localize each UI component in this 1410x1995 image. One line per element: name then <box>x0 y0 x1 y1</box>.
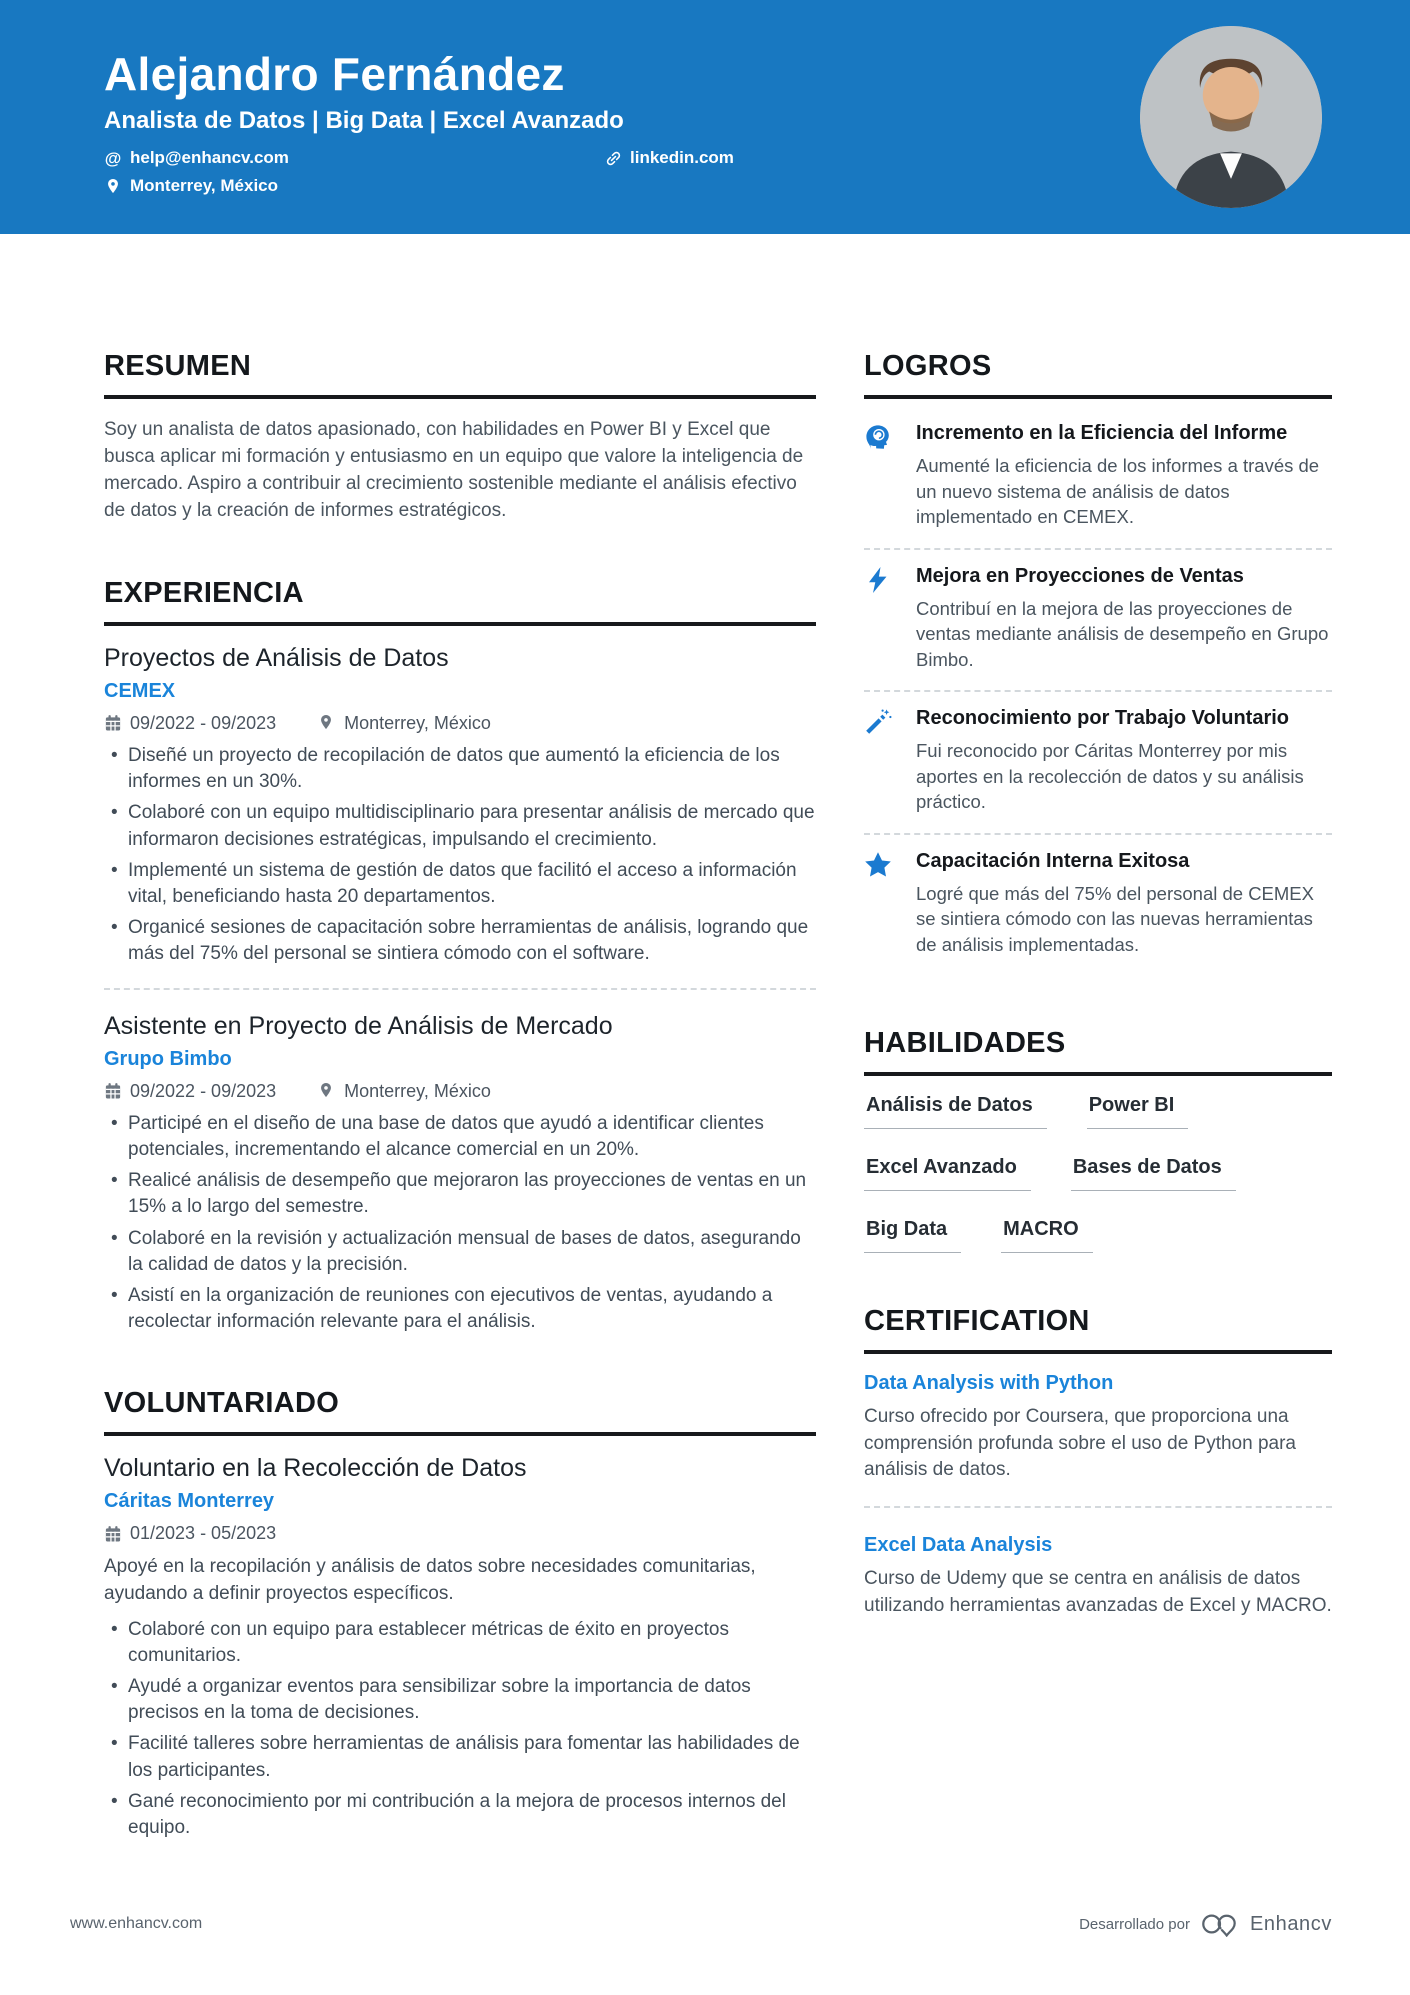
left-column <box>104 350 816 1893</box>
divider <box>864 1506 1332 1508</box>
bullet-item: • Implementé un sistema de gestión de datos que facilitó el acceso a información vital, beneficiando hasta 20 departamentos. <box>104 858 816 910</box>
achievement-title: Capacitación Interna Exitosa <box>916 849 1190 872</box>
achievement-title: Reconocimiento por Trabajo Voluntario <box>916 707 1289 730</box>
achievement-item <box>864 835 1332 976</box>
job-bullets <box>104 743 816 968</box>
volunteer-org[interactable]: Cáritas Monterrey <box>104 1490 275 1513</box>
resumen-heading: RESUMEN <box>104 350 816 399</box>
bullet-item: • Colaboré en la revisión y actualización mensual de bases de datos, asegurando la calidad de datos y la precisión. <box>104 1226 816 1278</box>
footer-credit[interactable] <box>1079 1911 1332 1937</box>
bullet-item: • Realicé análisis de desempeño que mejoraron las proyecciones de ventas en un 15% a lo largo del semestre. <box>104 1168 816 1220</box>
voluntariado-heading: VOLUNTARIADO <box>104 1387 816 1436</box>
header <box>0 0 1410 234</box>
achievement-text: Logré que más del 75% del personal de CEMEX se sintiera cómodo con las nuevas herramientas de análisis implementadas. <box>916 882 1314 955</box>
job-location: Monterrey, México <box>344 712 491 733</box>
company-name[interactable]: Grupo Bimbo <box>104 1047 232 1070</box>
certification-text: Curso de Udemy que se centra en análisis de datos utilizando herramientas avanzadas de Excel y MACRO. <box>864 1567 1332 1616</box>
footer-credit-label: Desarrollado por <box>1079 1915 1190 1933</box>
certification-title[interactable]: Excel Data Analysis <box>864 1533 1053 1556</box>
section-voluntariado <box>104 1387 816 1841</box>
experiencia-heading: EXPERIENCIA <box>104 577 816 626</box>
profile-photo <box>1140 26 1322 208</box>
enhancv-logo-icon <box>1200 1911 1240 1937</box>
certification-heading: CERTIFICATION <box>864 1305 1332 1354</box>
magic-wand-icon <box>864 706 900 815</box>
calendar-icon <box>104 1525 122 1543</box>
achievement-text: Fui reconocido por Cáritas Monterrey por mis aportes en la recolección de datos y su análisis práctico. <box>916 740 1304 813</box>
link-icon <box>604 149 622 167</box>
right-column <box>864 350 1332 1893</box>
achievement-text: Aumenté la eficiencia de los informes a través de un nuevo sistema de análisis de datos implementado en CEMEX. <box>916 455 1320 528</box>
footer-brand: Enhancv <box>1249 1912 1332 1935</box>
headline: Analista de Datos | Big Data | Excel Avanzado <box>104 107 624 135</box>
person-name: Alejandro Fernández <box>104 48 565 100</box>
calendar-icon <box>104 1082 122 1100</box>
certification-item <box>864 1372 1332 1504</box>
linkedin-link[interactable] <box>604 148 864 168</box>
certification-text: Curso ofrecido por Coursera, que proporciona una comprensión profunda sobre el uso de Python para análisis de datos. <box>864 1406 1296 1481</box>
section-experiencia <box>104 577 816 1336</box>
skill-tag: Análisis de Datos <box>864 1094 1047 1129</box>
location-text: Monterrey, México <box>130 176 279 196</box>
section-resumen <box>104 350 816 525</box>
achievement-title: Incremento en la Eficiencia del Informe <box>916 422 1288 444</box>
skills-list <box>864 1094 1332 1253</box>
at-icon: @ <box>104 148 122 168</box>
star-icon <box>864 849 900 958</box>
bullet-item: • Colaboré con un equipo multidisciplinario para presentar análisis de mercado que informaron decisiones estratégicas, impulsando el crecimiento. <box>104 800 816 852</box>
bullet-item: • Participé en el diseño de una base de datos que ayudó a identificar clientes potenciales, incrementando el alcance comercial en un 20%. <box>104 1111 816 1163</box>
company-name[interactable]: CEMEX <box>104 679 176 702</box>
logros-heading: LOGROS <box>864 350 1332 399</box>
achievement-body <box>916 706 1332 815</box>
job-dates: 09/2022 - 09/2023 <box>130 1080 277 1101</box>
linkedin-text: linkedin.com <box>630 148 734 168</box>
calendar-icon <box>104 714 122 732</box>
bullet-item: • Diseñé un proyecto de recopilación de datos que aumentó la eficiencia de los informes en un 30%. <box>104 743 816 795</box>
email-text: help@enhancv.com <box>130 148 289 168</box>
bullet-item: • Asistí en la organización de reuniones con ejecutivos de ventas, ayudando a recolectar información relevante para el análisis. <box>104 1283 816 1335</box>
habilidades-heading: HABILIDADES <box>864 1027 1332 1076</box>
job-meta <box>104 713 816 734</box>
achievement-title: Mejora en Proyecciones de Ventas <box>916 564 1244 587</box>
bullet-item: • Gané reconocimiento por mi contribución a la mejora de procesos internos del equipo. <box>104 1789 816 1841</box>
volunteer-title: Voluntario en la Recolección de Datos <box>104 1454 527 1483</box>
achievement-item <box>864 417 1332 548</box>
job-dates: 09/2022 - 09/2023 <box>130 712 277 733</box>
certification-title[interactable]: Data Analysis with Python <box>864 1372 1114 1395</box>
skill-tag: MACRO <box>1001 1218 1093 1253</box>
location-pin-icon <box>318 1082 336 1100</box>
skill-tag: Big Data <box>864 1218 961 1253</box>
job-bullets <box>104 1111 816 1336</box>
bullet-item: • Organicé sesiones de capacitación sobre herramientas de análisis, logrando que más del 75% del personal se sintiera cómodo con el software. <box>104 915 816 967</box>
content <box>0 234 1410 1893</box>
achievement-item <box>864 550 1332 691</box>
job-title: Proyectos de Análisis de Datos <box>104 643 449 672</box>
head-brain-icon <box>864 421 900 530</box>
bullet-item: • Colaboré con un equipo para establecer métricas de éxito en proyectos comunitarios. <box>104 1617 816 1669</box>
section-certification <box>864 1305 1332 1639</box>
footer <box>70 1911 1332 1937</box>
footer-site-link[interactable]: www.enhancv.com <box>70 1915 203 1932</box>
skill-tag: Excel Avanzado <box>864 1156 1031 1191</box>
contact-info <box>104 148 864 196</box>
lightning-icon <box>864 564 900 673</box>
job-title: Asistente en Proyecto de Análisis de Mercado <box>104 1011 613 1040</box>
location-pin-icon <box>104 177 122 195</box>
achievement-body <box>916 564 1332 673</box>
bullet-item: • Facilité talleres sobre herramientas de análisis para fomentar las habilidades de los participantes. <box>104 1731 816 1783</box>
bullet-item: • Ayudé a organizar eventos para sensibilizar sobre la importancia de datos precisos en la toma de decisiones. <box>104 1674 816 1726</box>
achievement-body <box>916 849 1332 958</box>
skill-tag: Bases de Datos <box>1071 1156 1236 1191</box>
volunteer-intro: Apoyé en la recopilación y análisis de datos sobre necesidades comunitarias, ayudando a definir proyectos específicos. <box>104 1556 756 1604</box>
job-entry <box>104 644 816 968</box>
achievement-body <box>916 421 1332 530</box>
email-link[interactable] <box>104 148 604 168</box>
volunteer-dates: 01/2023 - 05/2023 <box>130 1523 277 1544</box>
location <box>104 176 604 196</box>
job-location: Monterrey, México <box>344 1080 491 1101</box>
section-logros <box>864 350 1332 975</box>
volunteer-meta <box>104 1523 816 1544</box>
divider <box>104 988 816 990</box>
skill-tag: Power BI <box>1087 1094 1189 1129</box>
job-entry <box>104 1012 816 1336</box>
achievement-text: Contribuí en la mejora de las proyecciones de ventas mediante análisis de desempeño en Grupo Bimbo. <box>916 597 1329 670</box>
location-pin-icon <box>318 714 336 732</box>
job-meta <box>104 1081 816 1102</box>
section-habilidades <box>864 1027 1332 1253</box>
volunteer-bullets <box>104 1617 816 1842</box>
summary-text: Soy un analista de datos apasionado, con habilidades en Power BI y Excel que busca aplicar mi formación y entusiasmo en un equipo que valore la inteligencia de mercado. Aspiro a contribuir al crecimiento sostenible mediante el análisis efectivo de datos y la creación de informes estratégicos. <box>104 419 804 521</box>
achievement-item <box>864 692 1332 833</box>
certification-item <box>864 1510 1332 1639</box>
